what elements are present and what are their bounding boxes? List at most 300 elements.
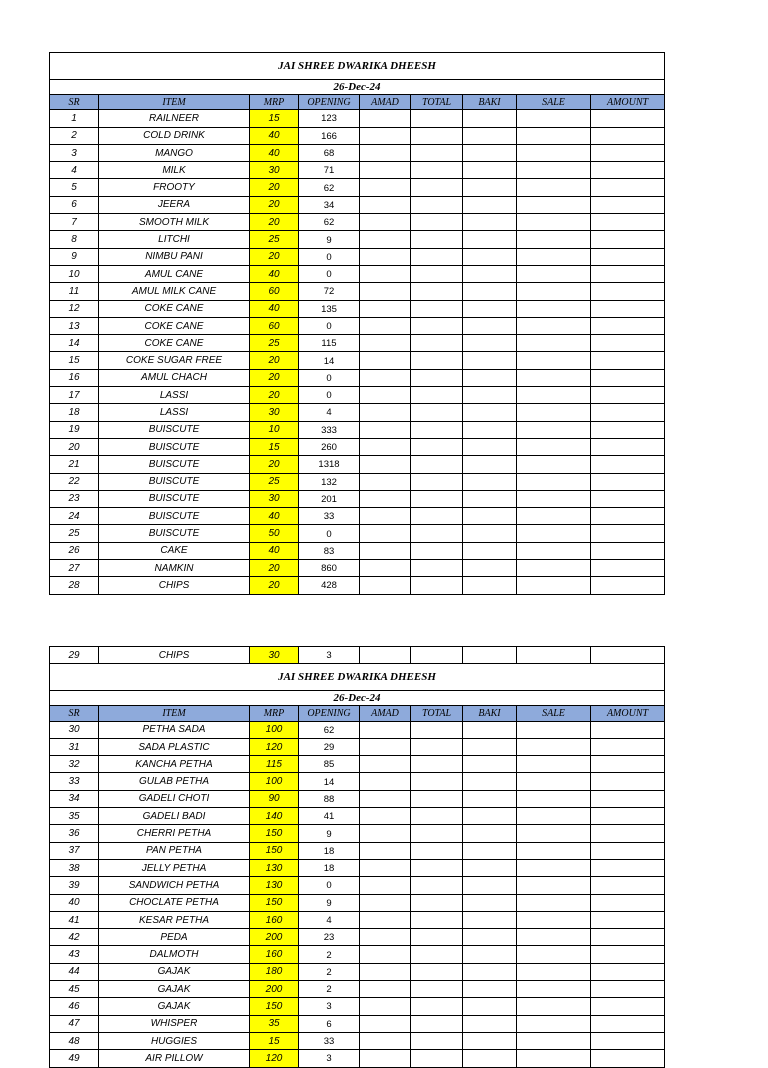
table-row — [50, 231, 665, 248]
amad-cell[interactable] — [360, 421, 411, 438]
sale-cell[interactable] — [517, 911, 591, 928]
sale-cell[interactable] — [517, 335, 591, 352]
sr-cell: 20 — [50, 438, 99, 455]
sale-cell[interactable] — [517, 1050, 591, 1067]
total-cell[interactable] — [411, 1032, 463, 1049]
sale-cell[interactable] — [517, 721, 591, 738]
total-cell[interactable] — [411, 231, 463, 248]
table-row — [50, 283, 665, 300]
item-cell: HUGGIES — [99, 1032, 250, 1049]
amount-cell[interactable] — [591, 1032, 665, 1049]
amad-cell[interactable] — [360, 790, 411, 807]
amount-cell[interactable] — [591, 127, 665, 144]
amad-cell[interactable] — [360, 473, 411, 490]
total-cell[interactable] — [411, 929, 463, 946]
amad-cell[interactable] — [360, 981, 411, 998]
amad-cell[interactable] — [360, 283, 411, 300]
baki-cell[interactable] — [463, 352, 517, 369]
sr-cell: 47 — [50, 1015, 99, 1032]
amad-cell[interactable] — [360, 317, 411, 334]
amount-cell[interactable] — [591, 248, 665, 265]
sale-cell[interactable] — [517, 560, 591, 577]
amount-cell[interactable] — [591, 877, 665, 894]
amad-cell[interactable] — [360, 647, 411, 664]
sale-cell[interactable] — [517, 456, 591, 473]
item-cell: CHIPS — [99, 577, 250, 594]
sale-cell[interactable] — [517, 808, 591, 825]
total-cell[interactable] — [411, 808, 463, 825]
amount-cell[interactable] — [591, 214, 665, 231]
baki-cell[interactable] — [463, 335, 517, 352]
sale-cell[interactable] — [517, 144, 591, 161]
amount-cell[interactable] — [591, 162, 665, 179]
baki-cell[interactable] — [463, 825, 517, 842]
amad-cell[interactable] — [360, 560, 411, 577]
amad-cell[interactable] — [360, 196, 411, 213]
amount-cell[interactable] — [591, 300, 665, 317]
total-cell[interactable] — [411, 317, 463, 334]
baki-cell[interactable] — [463, 647, 517, 664]
total-cell[interactable] — [411, 214, 463, 231]
mrp-cell: 40 — [250, 508, 299, 525]
total-cell[interactable] — [411, 825, 463, 842]
amad-cell[interactable] — [360, 127, 411, 144]
sale-cell[interactable] — [517, 369, 591, 386]
opening-cell: 88 — [299, 790, 360, 807]
total-cell[interactable] — [411, 542, 463, 559]
amad-cell[interactable] — [360, 929, 411, 946]
amount-cell[interactable] — [591, 998, 665, 1015]
amount-cell[interactable] — [591, 352, 665, 369]
header-total: TOTAL — [411, 706, 463, 721]
amount-cell[interactable] — [591, 946, 665, 963]
baki-cell[interactable] — [463, 773, 517, 790]
amount-cell[interactable] — [591, 825, 665, 842]
total-cell[interactable] — [411, 248, 463, 265]
amad-cell[interactable] — [360, 525, 411, 542]
table-row — [50, 127, 665, 144]
amount-cell[interactable] — [591, 738, 665, 755]
sale-cell[interactable] — [517, 214, 591, 231]
mrp-cell: 200 — [250, 929, 299, 946]
amount-cell[interactable] — [591, 110, 665, 127]
amount-cell[interactable] — [591, 283, 665, 300]
amad-cell[interactable] — [360, 162, 411, 179]
total-cell[interactable] — [411, 352, 463, 369]
baki-cell[interactable] — [463, 265, 517, 282]
baki-cell[interactable] — [463, 721, 517, 738]
total-cell[interactable] — [411, 859, 463, 876]
total-cell[interactable] — [411, 894, 463, 911]
mrp-cell: 25 — [250, 473, 299, 490]
amount-cell[interactable] — [591, 929, 665, 946]
amad-cell[interactable] — [360, 946, 411, 963]
opening-cell: 9 — [299, 231, 360, 248]
baki-cell[interactable] — [463, 144, 517, 161]
sale-cell[interactable] — [517, 508, 591, 525]
sale-cell[interactable] — [517, 127, 591, 144]
opening-cell: 62 — [299, 179, 360, 196]
sheet-date: 26-Dec-24 — [50, 691, 665, 706]
mrp-cell: 20 — [250, 352, 299, 369]
amount-cell[interactable] — [591, 508, 665, 525]
baki-cell[interactable] — [463, 300, 517, 317]
amad-cell[interactable] — [360, 508, 411, 525]
opening-cell: 115 — [299, 335, 360, 352]
mrp-cell: 40 — [250, 144, 299, 161]
baki-cell[interactable] — [463, 525, 517, 542]
amount-cell[interactable] — [591, 721, 665, 738]
amad-cell[interactable] — [360, 825, 411, 842]
amount-cell[interactable] — [591, 196, 665, 213]
amad-cell[interactable] — [360, 911, 411, 928]
amount-cell[interactable] — [591, 387, 665, 404]
baki-cell[interactable] — [463, 981, 517, 998]
sale-cell[interactable] — [517, 998, 591, 1015]
sale-cell[interactable] — [517, 421, 591, 438]
opening-cell: 132 — [299, 473, 360, 490]
baki-cell[interactable] — [463, 317, 517, 334]
total-cell[interactable] — [411, 438, 463, 455]
total-cell[interactable] — [411, 998, 463, 1015]
baki-cell[interactable] — [463, 127, 517, 144]
total-cell[interactable] — [411, 456, 463, 473]
sr-cell: 6 — [50, 196, 99, 213]
amad-cell[interactable] — [360, 963, 411, 980]
total-cell[interactable] — [411, 162, 463, 179]
amount-cell[interactable] — [591, 404, 665, 421]
sr-cell: 3 — [50, 144, 99, 161]
opening-cell: 33 — [299, 508, 360, 525]
sale-cell[interactable] — [517, 1032, 591, 1049]
amad-cell[interactable] — [360, 490, 411, 507]
sale-cell[interactable] — [517, 300, 591, 317]
total-cell[interactable] — [411, 369, 463, 386]
amad-cell[interactable] — [360, 352, 411, 369]
total-cell[interactable] — [411, 127, 463, 144]
mrp-cell: 90 — [250, 790, 299, 807]
sr-cell: 1 — [50, 110, 99, 127]
baki-cell[interactable] — [463, 490, 517, 507]
sale-cell[interactable] — [517, 196, 591, 213]
opening-cell: 34 — [299, 196, 360, 213]
sale-cell[interactable] — [517, 929, 591, 946]
sale-cell[interactable] — [517, 162, 591, 179]
header-amount: AMOUNT — [591, 706, 665, 721]
amount-cell[interactable] — [591, 473, 665, 490]
baki-cell[interactable] — [463, 911, 517, 928]
mrp-cell: 40 — [250, 265, 299, 282]
sale-cell[interactable] — [517, 963, 591, 980]
baki-cell[interactable] — [463, 214, 517, 231]
amount-cell[interactable] — [591, 981, 665, 998]
total-cell[interactable] — [411, 387, 463, 404]
total-cell[interactable] — [411, 265, 463, 282]
amad-cell[interactable] — [360, 773, 411, 790]
header-opening: OPENING — [299, 95, 360, 110]
baki-cell[interactable] — [463, 456, 517, 473]
total-cell[interactable] — [411, 179, 463, 196]
sale-cell[interactable] — [517, 438, 591, 455]
sale-cell[interactable] — [517, 387, 591, 404]
sale-cell[interactable] — [517, 542, 591, 559]
total-cell[interactable] — [411, 721, 463, 738]
sale-cell[interactable] — [517, 773, 591, 790]
amount-cell[interactable] — [591, 542, 665, 559]
baki-cell[interactable] — [463, 1032, 517, 1049]
amount-cell[interactable] — [591, 859, 665, 876]
amad-cell[interactable] — [360, 808, 411, 825]
amount-cell[interactable] — [591, 369, 665, 386]
amad-cell[interactable] — [360, 110, 411, 127]
amount-cell[interactable] — [591, 144, 665, 161]
total-cell[interactable] — [411, 877, 463, 894]
amount-cell[interactable] — [591, 335, 665, 352]
sale-cell[interactable] — [517, 825, 591, 842]
table-row — [50, 1032, 665, 1049]
baki-cell[interactable] — [463, 808, 517, 825]
amad-cell[interactable] — [360, 438, 411, 455]
total-cell[interactable] — [411, 946, 463, 963]
baki-cell[interactable] — [463, 560, 517, 577]
baki-cell[interactable] — [463, 756, 517, 773]
baki-cell[interactable] — [463, 248, 517, 265]
item-cell: BUISCUTE — [99, 473, 250, 490]
mrp-cell: 60 — [250, 283, 299, 300]
sale-cell[interactable] — [517, 790, 591, 807]
total-cell[interactable] — [411, 421, 463, 438]
item-cell: PAN PETHA — [99, 842, 250, 859]
table-row — [50, 929, 665, 946]
amount-cell[interactable] — [591, 1050, 665, 1067]
baki-cell[interactable] — [463, 162, 517, 179]
opening-cell: 71 — [299, 162, 360, 179]
amad-cell[interactable] — [360, 577, 411, 594]
total-cell[interactable] — [411, 335, 463, 352]
sr-cell: 44 — [50, 963, 99, 980]
amad-cell[interactable] — [360, 144, 411, 161]
total-cell[interactable] — [411, 981, 463, 998]
baki-cell[interactable] — [463, 577, 517, 594]
sale-cell[interactable] — [517, 490, 591, 507]
baki-cell[interactable] — [463, 404, 517, 421]
amad-cell[interactable] — [360, 842, 411, 859]
total-cell[interactable] — [411, 773, 463, 790]
total-cell[interactable] — [411, 842, 463, 859]
sale-cell[interactable] — [517, 981, 591, 998]
baki-cell[interactable] — [463, 1050, 517, 1067]
total-cell[interactable] — [411, 196, 463, 213]
amad-cell[interactable] — [360, 1032, 411, 1049]
amount-cell[interactable] — [591, 560, 665, 577]
amount-cell[interactable] — [591, 756, 665, 773]
table-row — [50, 998, 665, 1015]
sr-cell: 32 — [50, 756, 99, 773]
total-cell[interactable] — [411, 473, 463, 490]
baki-cell[interactable] — [463, 842, 517, 859]
baki-cell[interactable] — [463, 179, 517, 196]
baki-cell[interactable] — [463, 369, 517, 386]
amount-cell[interactable] — [591, 456, 665, 473]
total-cell[interactable] — [411, 300, 463, 317]
opening-cell: 41 — [299, 808, 360, 825]
sale-cell[interactable] — [517, 473, 591, 490]
amount-cell[interactable] — [591, 577, 665, 594]
baki-cell[interactable] — [463, 542, 517, 559]
item-cell: GAJAK — [99, 981, 250, 998]
sale-cell[interactable] — [517, 352, 591, 369]
sale-cell[interactable] — [517, 525, 591, 542]
amad-cell[interactable] — [360, 738, 411, 755]
total-cell[interactable] — [411, 963, 463, 980]
total-cell[interactable] — [411, 490, 463, 507]
sale-cell[interactable] — [517, 283, 591, 300]
baki-cell[interactable] — [463, 473, 517, 490]
total-cell[interactable] — [411, 525, 463, 542]
sale-cell[interactable] — [517, 894, 591, 911]
baki-cell[interactable] — [463, 929, 517, 946]
amount-cell[interactable] — [591, 647, 665, 664]
amad-cell[interactable] — [360, 369, 411, 386]
total-cell[interactable] — [411, 756, 463, 773]
amad-cell[interactable] — [360, 877, 411, 894]
baki-cell[interactable] — [463, 738, 517, 755]
table-row — [50, 577, 665, 594]
amad-cell[interactable] — [360, 265, 411, 282]
amount-cell[interactable] — [591, 911, 665, 928]
sale-cell[interactable] — [517, 577, 591, 594]
mrp-cell: 25 — [250, 335, 299, 352]
total-cell[interactable] — [411, 790, 463, 807]
amount-cell[interactable] — [591, 525, 665, 542]
total-cell[interactable] — [411, 508, 463, 525]
sale-cell[interactable] — [517, 404, 591, 421]
opening-cell: 860 — [299, 560, 360, 577]
amount-cell[interactable] — [591, 179, 665, 196]
amad-cell[interactable] — [360, 231, 411, 248]
sale-cell[interactable] — [517, 859, 591, 876]
amad-cell[interactable] — [360, 756, 411, 773]
amount-cell[interactable] — [591, 842, 665, 859]
baki-cell[interactable] — [463, 859, 517, 876]
opening-cell: 0 — [299, 525, 360, 542]
amad-cell[interactable] — [360, 214, 411, 231]
total-cell[interactable] — [411, 110, 463, 127]
total-cell[interactable] — [411, 144, 463, 161]
total-cell[interactable] — [411, 577, 463, 594]
opening-cell: 1318 — [299, 456, 360, 473]
baki-cell[interactable] — [463, 998, 517, 1015]
amount-cell[interactable] — [591, 421, 665, 438]
mrp-cell: 30 — [250, 647, 299, 664]
amad-cell[interactable] — [360, 456, 411, 473]
opening-cell: 428 — [299, 577, 360, 594]
total-cell[interactable] — [411, 647, 463, 664]
sale-cell[interactable] — [517, 842, 591, 859]
baki-cell[interactable] — [463, 421, 517, 438]
sr-cell: 26 — [50, 542, 99, 559]
total-cell[interactable] — [411, 404, 463, 421]
amount-cell[interactable] — [591, 773, 665, 790]
baki-cell[interactable] — [463, 963, 517, 980]
sale-cell[interactable] — [517, 647, 591, 664]
baki-cell[interactable] — [463, 877, 517, 894]
amount-cell[interactable] — [591, 963, 665, 980]
amount-cell[interactable] — [591, 894, 665, 911]
baki-cell[interactable] — [463, 387, 517, 404]
amad-cell[interactable] — [360, 1050, 411, 1067]
amad-cell[interactable] — [360, 300, 411, 317]
amad-cell[interactable] — [360, 998, 411, 1015]
baki-cell[interactable] — [463, 231, 517, 248]
mrp-cell: 15 — [250, 438, 299, 455]
baki-cell[interactable] — [463, 110, 517, 127]
total-cell[interactable] — [411, 738, 463, 755]
sale-cell[interactable] — [517, 179, 591, 196]
baki-cell[interactable] — [463, 894, 517, 911]
sr-cell: 21 — [50, 456, 99, 473]
sale-cell[interactable] — [517, 877, 591, 894]
header-mrp: MRP — [250, 706, 299, 721]
amount-cell[interactable] — [591, 231, 665, 248]
header-sr: SR — [50, 706, 99, 721]
amad-cell[interactable] — [360, 721, 411, 738]
total-cell[interactable] — [411, 283, 463, 300]
sale-cell[interactable] — [517, 946, 591, 963]
amad-cell[interactable] — [360, 859, 411, 876]
baki-cell[interactable] — [463, 508, 517, 525]
header-total: TOTAL — [411, 95, 463, 110]
amad-cell[interactable] — [360, 894, 411, 911]
item-cell: SANDWICH PETHA — [99, 877, 250, 894]
mrp-cell: 180 — [250, 963, 299, 980]
baki-cell[interactable] — [463, 438, 517, 455]
amount-cell[interactable] — [591, 317, 665, 334]
table-row — [50, 473, 665, 490]
item-cell: COKE CANE — [99, 300, 250, 317]
sale-cell[interactable] — [517, 265, 591, 282]
sale-cell[interactable] — [517, 738, 591, 755]
amad-cell[interactable] — [360, 387, 411, 404]
total-cell[interactable] — [411, 560, 463, 577]
amount-cell[interactable] — [591, 438, 665, 455]
sale-cell[interactable] — [517, 248, 591, 265]
baki-cell[interactable] — [463, 196, 517, 213]
amad-cell[interactable] — [360, 179, 411, 196]
amad-cell[interactable] — [360, 542, 411, 559]
item-cell: LASSI — [99, 387, 250, 404]
amount-cell[interactable] — [591, 808, 665, 825]
baki-cell[interactable] — [463, 283, 517, 300]
total-cell[interactable] — [411, 911, 463, 928]
sale-cell[interactable] — [517, 317, 591, 334]
amount-cell[interactable] — [591, 790, 665, 807]
sale-cell[interactable] — [517, 231, 591, 248]
baki-cell[interactable] — [463, 790, 517, 807]
sale-cell[interactable] — [517, 756, 591, 773]
mrp-cell: 130 — [250, 859, 299, 876]
sr-cell: 33 — [50, 773, 99, 790]
amad-cell[interactable] — [360, 404, 411, 421]
amount-cell[interactable] — [591, 265, 665, 282]
amad-cell[interactable] — [360, 335, 411, 352]
amount-cell[interactable] — [591, 490, 665, 507]
total-cell[interactable] — [411, 1050, 463, 1067]
baki-cell[interactable] — [463, 946, 517, 963]
sale-cell[interactable] — [517, 110, 591, 127]
amad-cell[interactable] — [360, 248, 411, 265]
sr-cell: 35 — [50, 808, 99, 825]
